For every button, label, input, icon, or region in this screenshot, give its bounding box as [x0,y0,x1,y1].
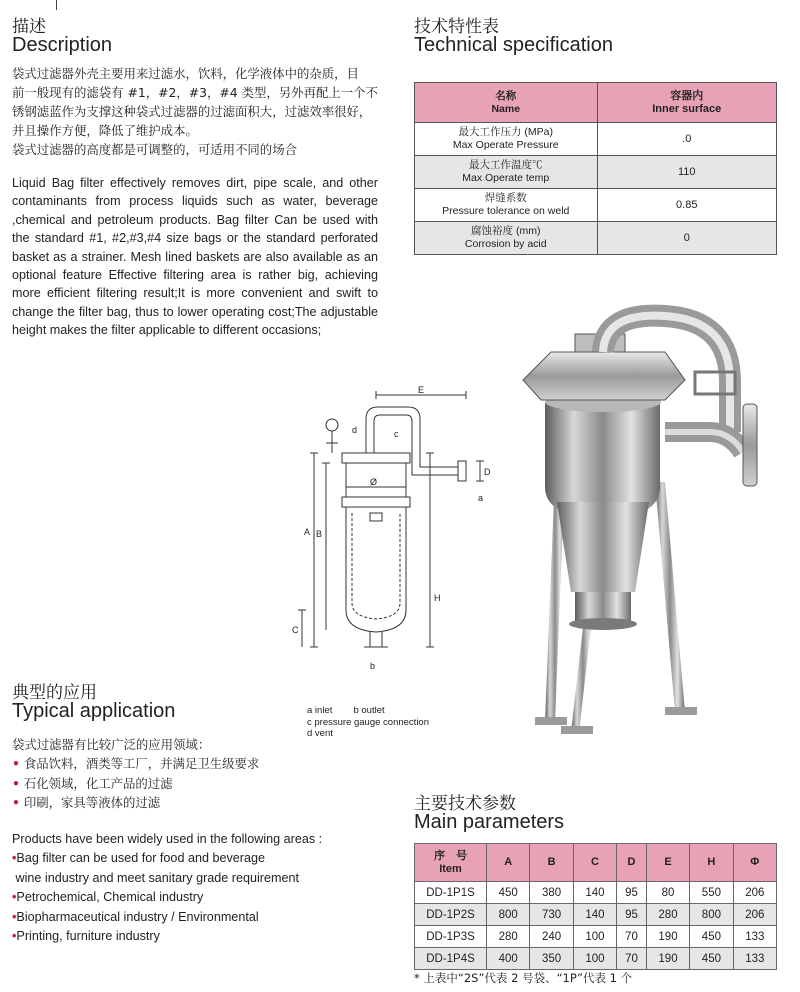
list-item: •Petrochemical, Chemical industry [12,890,204,905]
table-row [415,904,777,926]
table-cell: 190 [646,926,689,948]
table-cell: 206 [733,904,776,926]
table-cell: 450 [690,926,733,948]
table-cell: 133 [733,926,776,948]
dim-label-a-inlet: a [478,493,484,503]
table-cell: 80 [646,882,689,904]
table-row [415,926,777,948]
table-cell: 800 [487,904,530,926]
tech-spec-name-cell: 最大工作压力 (MPa) Max Operate Pressure [415,123,598,156]
table-cell: 140 [573,904,616,926]
main-params-table [414,843,777,970]
params-header-d: D [617,844,647,882]
dim-label-e: E [418,385,425,395]
list-item: •Printing, furniture industry [12,929,160,944]
typical-list-cn [12,735,259,813]
table-cell: 70 [617,926,647,948]
drawing-legend [307,705,429,740]
list-item: • 石化领域，化工产品的过滤 [12,775,173,791]
table-cell: 140 [573,882,616,904]
dim-label-h: H [434,593,441,603]
table-cell: DD-1P1S [415,882,487,904]
params-header-h: H [690,844,733,882]
table-cell: 240 [530,926,573,948]
params-header-phi: Φ [733,844,776,882]
description-text-en: Liquid Bag filter effectively removes dirt, pipe scale, and other contaminants from process liquids such as water, beverage ,chemical and petroleum products. Bag filter Can be used with the standard #1, #2,#3,#4 size bags or the standard perforated basket as a strainer. Mesh lined baskets are also available as an optional feature Effective filtering area is rather big, achieving more efficient filtering result;It is more convenient and swift to change the filter bag, thus to lower operating cost;The adjustable height makes the filter applicable to different occasions; [12,176,378,338]
tech-spec-header-row [415,83,777,123]
table-cell: DD-1P4S [415,948,487,970]
table-cell: 100 [573,926,616,948]
table-cell: DD-1P2S [415,904,487,926]
table-cell: 800 [690,904,733,926]
typical-heading-en: Typical application [12,700,176,722]
params-header-c: C [573,844,616,882]
params-footnote: * 上表中“2S”代表 2 号袋、“1P”代表 1 个 [414,971,633,985]
description-heading-cn: 描述 [12,17,46,37]
list-item: • 食品饮料，酒类等工厂，并满足卫生级要求 [12,756,260,772]
tech-spec-name-cell: 焊缝系数 Pressure tolerance on weld [415,189,598,222]
typical-intro-en: Products have been widely used in the following areas : [12,832,323,846]
top-divider-tick [56,0,57,10]
params-header-e: E [646,844,689,882]
tech-spec-value-cell: 110 [597,156,777,189]
tech-spec-name-cell: 最大工作温度℃ Max Operate temp [415,156,598,189]
tech-spec-header-inner: 容器内 Inner surface [597,83,777,123]
table-cell: 280 [487,926,530,948]
tech-spec-name-cell: 腐蚀裕度 (mm) Corrosion by acid [415,222,598,255]
table-cell: DD-1P3S [415,926,487,948]
params-header-row [415,844,777,882]
table-cell: 450 [690,948,733,970]
table-cell: 95 [617,904,647,926]
list-item: wine industry and meet sanitary grade requirement [12,870,300,885]
dim-label-d-vent: d [352,425,358,435]
description-cn-line: 前一般现有的滤袋有 #1，#2，#3，#4 类型，另外再配上一个不 [12,85,378,100]
dim-label-c-upper: C [292,625,299,635]
typical-heading-cn: 典型的应用 [12,683,97,703]
table-cell: 550 [690,882,733,904]
table-cell: 280 [646,904,689,926]
dim-label-b-upper: B [316,529,323,539]
tech-spec-header-name: 名称 Name [415,83,598,123]
table-cell: 450 [487,882,530,904]
table-cell: 133 [733,948,776,970]
params-header-item: 序 号 Item [415,844,487,882]
legend-line: c pressure gauge connection [307,716,429,728]
description-heading-en: Description [12,34,113,56]
main-params-heading-cn: 主要技术参数 [414,794,516,814]
legend-line: d vent [307,728,333,739]
tech-spec-row [415,123,777,156]
typical-intro-cn: 袋式过滤器有比较广泛的应用领域： [12,737,211,752]
typical-list-en [12,830,322,946]
dim-label-phi: Ø [370,477,378,487]
table-cell: 70 [617,948,647,970]
legend-line: a inlet b outlet [307,705,385,716]
list-item: •Bag filter can be used for food and beverage [12,851,265,866]
dim-label-d-upper: D [484,467,491,477]
table-cell: 100 [573,948,616,970]
description-cn-line: 锈钢滤蓝作为支撑这种袋式过滤器的过滤面积大，过滤效率很好， [12,104,372,119]
list-item: •Biopharmaceutical industry / Environmental [12,909,259,924]
table-cell: 730 [530,904,573,926]
tech-spec-row [415,189,777,222]
filter-dimension-drawing [280,385,510,705]
description-cn-line: 袋式过滤器的高度都是可调整的，可适用不同的场合 [12,142,297,157]
description-cn-line: 袋式过滤器外壳主要用来过滤水，饮料，化学液体中的杂质，目 [12,66,359,81]
table-row [415,948,777,970]
tech-spec-heading-en: Technical specification [414,34,613,56]
table-cell: 95 [617,882,647,904]
description-text-cn [12,64,384,159]
dim-label-b-outlet: b [370,661,376,671]
table-cell: 350 [530,948,573,970]
list-item: • 印刷，家具等液体的过滤 [12,795,161,811]
table-row [415,882,777,904]
params-header-b: B [530,844,573,882]
tech-spec-row [415,222,777,255]
main-params-heading-en: Main parameters [414,811,565,833]
tech-spec-row [415,156,777,189]
tech-spec-value-cell: 0 [597,222,777,255]
table-cell: 190 [646,948,689,970]
dim-label-c-gauge: c [394,429,399,439]
bag-filter-product-photo [515,312,770,742]
table-cell: 400 [487,948,530,970]
tech-spec-heading-cn: 技术特性表 [414,17,499,37]
tech-spec-value-cell: .0 [597,123,777,156]
table-cell: 206 [733,882,776,904]
tech-spec-value-cell: 0.85 [597,189,777,222]
dim-label-a-upper: A [304,527,311,537]
params-header-a: A [487,844,530,882]
description-cn-line: 并且操作方便，降低了维护成本。 [12,123,198,138]
tech-spec-table [414,82,777,255]
table-cell: 380 [530,882,573,904]
